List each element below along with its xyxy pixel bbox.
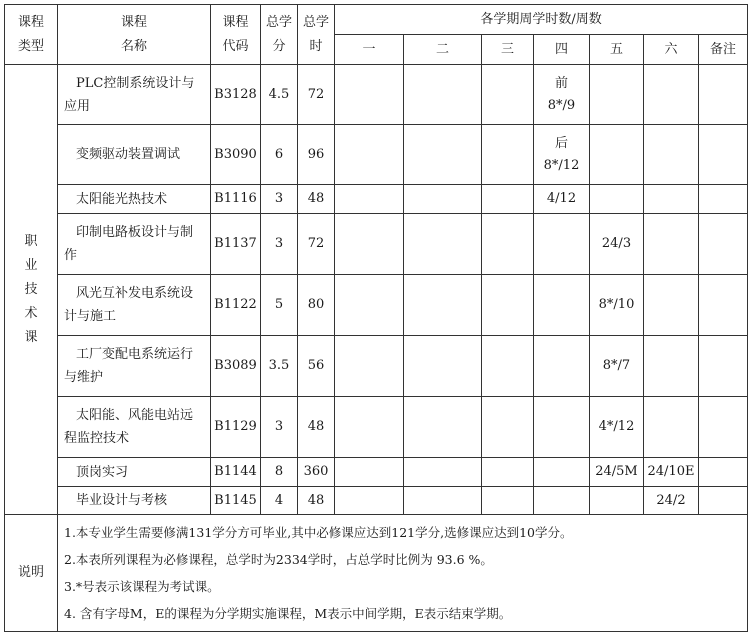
course-code: B1116 <box>211 185 261 214</box>
course-credits: 3 <box>261 214 298 275</box>
table-row <box>5 214 748 275</box>
header-remark: 备注 <box>699 35 748 65</box>
semester-6-value <box>644 185 699 214</box>
course-name: 变频驱动装置调试 <box>58 125 211 185</box>
table-row <box>5 458 748 487</box>
course-hours: 48 <box>298 185 335 214</box>
header-semester-6: 六 <box>644 35 699 65</box>
course-name: 毕业设计与考核 <box>58 487 211 515</box>
course-hours: 72 <box>298 65 335 125</box>
course-hours: 56 <box>298 336 335 397</box>
course-code: B3090 <box>211 125 261 185</box>
table-row <box>5 487 748 515</box>
header-course-type: 课程 类型 <box>5 5 58 65</box>
note-line: 4. 含有字母M，E的课程为分学期实施课程，M表示中间学期，E表示结束学期。 <box>64 606 512 621</box>
header-schedule: 各学期周学时数/周数 <box>335 5 748 35</box>
course-code: B1145 <box>211 487 261 515</box>
course-code: B3128 <box>211 65 261 125</box>
course-credits: 3 <box>261 397 298 458</box>
header-semester-1: 一 <box>335 35 404 65</box>
course-code: B1144 <box>211 458 261 487</box>
table-row <box>5 275 748 336</box>
course-code: B1129 <box>211 397 261 458</box>
course-hours: 72 <box>298 214 335 275</box>
course-name: 太阳能光热技术 <box>58 185 211 214</box>
table-row <box>5 336 748 397</box>
course-credits: 4 <box>261 487 298 515</box>
course-name: 工厂变配电系统运行 与维护 <box>58 336 211 397</box>
course-name: 顶岗实习 <box>58 458 211 487</box>
course-credits: 5 <box>261 275 298 336</box>
course-name: 风光互补发电系统设 计与施工 <box>58 275 211 336</box>
semester-6-value <box>644 336 699 397</box>
header-semester-5: 五 <box>590 35 644 65</box>
semester-5-value <box>590 65 644 125</box>
semester-6-value <box>644 125 699 185</box>
header-semester-2: 二 <box>404 35 482 65</box>
semester-5-value: 8*/10 <box>590 275 644 336</box>
header-semester-4: 四 <box>534 35 590 65</box>
semester-6-value <box>644 275 699 336</box>
course-code: B1137 <box>211 214 261 275</box>
table-row <box>5 185 748 214</box>
table-row <box>5 397 748 458</box>
notes-row <box>5 515 748 632</box>
semester-5-value <box>590 125 644 185</box>
semester-4-value: 前 8*/9 <box>534 65 590 125</box>
course-name: 印制电路板设计与制 作 <box>58 214 211 275</box>
course-name: PLC控制系统设计与 应用 <box>58 65 211 125</box>
semester-5-value: 24/5M <box>590 458 644 487</box>
semester-6-value: 24/2 <box>644 487 699 515</box>
semester-5-value: 4*/12 <box>590 397 644 458</box>
semester-5-value <box>590 487 644 515</box>
semester-5-value: 8*/7 <box>590 336 644 397</box>
notes-label: 说明 <box>5 515 58 632</box>
course-hours: 96 <box>298 125 335 185</box>
semester-5-value: 24/3 <box>590 214 644 275</box>
course-hours: 48 <box>298 397 335 458</box>
course-code: B1122 <box>211 275 261 336</box>
header-credits: 总学 分 <box>261 5 298 65</box>
course-credits: 3.5 <box>261 336 298 397</box>
course-hours: 360 <box>298 458 335 487</box>
course-credits: 6 <box>261 125 298 185</box>
semester-5-value <box>590 185 644 214</box>
semester-6-value <box>644 397 699 458</box>
note-line: 2.本表所列课程为必修课程，总学时为2334学时，占总学时比例为 93.6 %。 <box>64 552 493 567</box>
notes-content <box>58 515 748 632</box>
header-course-name: 课程 名称 <box>58 5 211 65</box>
table-row <box>5 125 748 185</box>
course-hours: 80 <box>298 275 335 336</box>
note-line: 3.*号表示该课程为考试课。 <box>64 579 220 594</box>
course-credits: 8 <box>261 458 298 487</box>
curriculum-table <box>4 4 748 632</box>
semester-6-value: 24/10E <box>644 458 699 487</box>
semester-4-value: 后 8*/12 <box>534 125 590 185</box>
header-hours: 总学 时 <box>298 5 335 65</box>
category-cell: 职 业 技 术 课 <box>5 65 58 515</box>
course-code: B3089 <box>211 336 261 397</box>
course-name: 太阳能、风能电站远 程监控技术 <box>58 397 211 458</box>
semester-6-value <box>644 214 699 275</box>
course-credits: 4.5 <box>261 65 298 125</box>
course-hours: 48 <box>298 487 335 515</box>
table-row <box>5 65 748 125</box>
header-semester-3: 三 <box>482 35 534 65</box>
note-line: 1.本专业学生需要修满131学分方可毕业,其中必修课应达到121学分,选修课应达到10学分。 <box>64 525 573 540</box>
semester-4-value: 4/12 <box>534 185 590 214</box>
header-course-code: 课程 代码 <box>211 5 261 65</box>
semester-6-value <box>644 65 699 125</box>
course-credits: 3 <box>261 185 298 214</box>
